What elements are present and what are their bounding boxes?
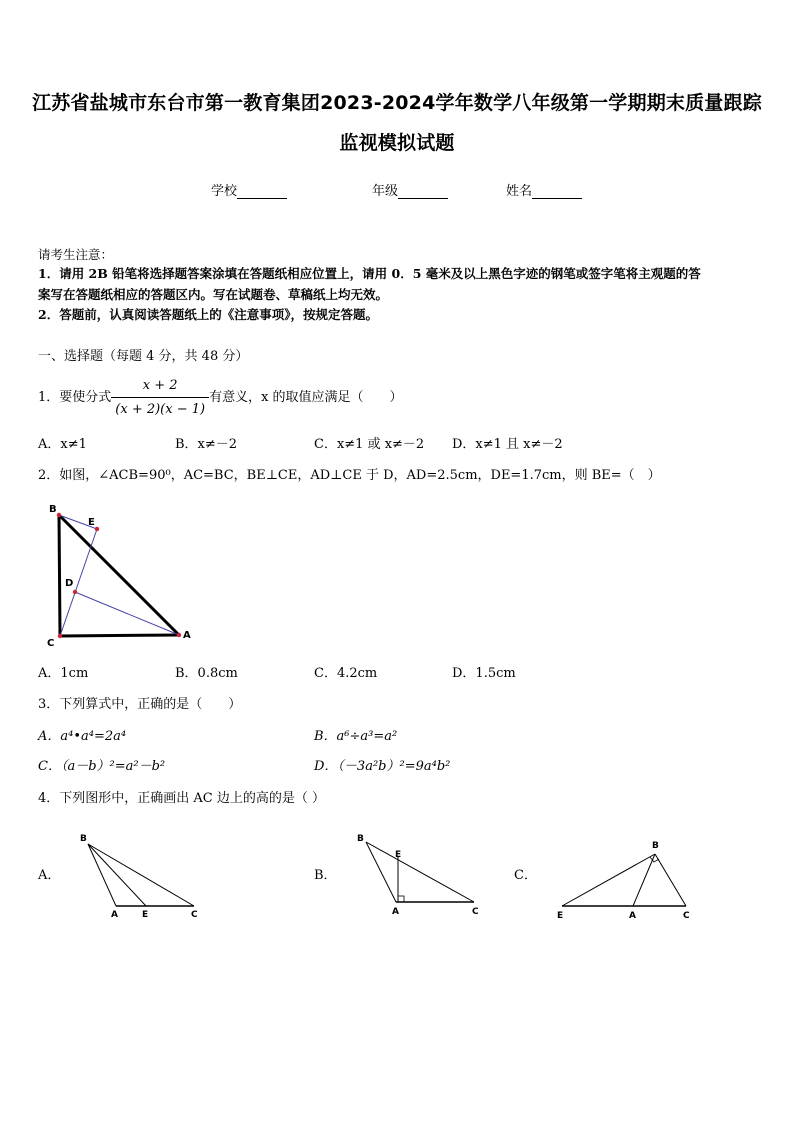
q4a-label-a: A xyxy=(111,910,118,920)
q4b-segment-bc xyxy=(366,842,474,902)
name-label: 姓名 xyxy=(506,184,533,199)
notice-item-2: 2．答题前，认真阅读答题纸上的《注意事项》，按规定答题。 xyxy=(38,307,378,322)
q4-option-c-label: C． xyxy=(514,868,537,883)
q4c-label-a: A xyxy=(629,911,636,921)
section-1-heading: 一、选择题（每题 4 分，共 48 分） xyxy=(38,349,249,364)
grade-field xyxy=(372,180,448,199)
school-blank xyxy=(237,184,287,199)
title-line-1: 江苏省盐城市东台市第一教育集团2023-2024学年数学八年级第一学期期末质量跟踪 xyxy=(32,92,762,114)
q4c-segment-eb xyxy=(562,854,655,906)
q3-option-b: B．a⁶÷a³=a² xyxy=(314,729,398,744)
q1-fraction xyxy=(111,376,209,420)
q4-figure-c xyxy=(552,834,702,926)
q4b-label-c: C xyxy=(472,907,479,917)
q2-option-a: A．1cm xyxy=(38,666,89,681)
q4c-label-b: B xyxy=(652,841,659,851)
q4c-label-e: E xyxy=(557,911,564,921)
q2-label-c: C xyxy=(47,638,55,648)
name-blank xyxy=(532,184,582,199)
q4a-segment-bc xyxy=(88,844,194,906)
title-line-2: 监视模拟试题 xyxy=(339,132,455,154)
q4a-segment-be xyxy=(88,844,146,906)
q3-option-d: D．（－3a²b）²=9a⁴b² xyxy=(314,759,451,774)
q4-figure-b xyxy=(352,826,492,920)
q4c-segment-ab xyxy=(633,854,655,906)
q4a-label-b: B xyxy=(80,834,87,844)
q2-point-e xyxy=(95,527,99,531)
q4c-label-c: C xyxy=(683,911,690,921)
q2-point-a xyxy=(177,633,181,637)
name-field xyxy=(506,180,582,199)
q4a-segment-ba xyxy=(88,844,116,906)
notice-item-1b: 案写在答题纸相应的答题区内。写在试题卷、草稿纸上均无效。 xyxy=(38,287,389,302)
q2-label-a: A xyxy=(183,630,191,641)
q2-segment-ba xyxy=(59,515,179,635)
q1-option-a: A．x≠1 xyxy=(38,437,87,452)
q1-option-c: C．x≠1 或 x≠－2 xyxy=(314,437,425,452)
q1-denominator: (x + 2)(x − 1) xyxy=(115,402,206,417)
q2-segment-ad xyxy=(75,592,179,635)
q2-figure xyxy=(40,498,200,648)
notice-item-1a: 1．请用 2B 铅笔将选择题答案涂填在答题纸相应位置上，请用 0．5 毫米及以上黑色字迹的钢笔或签字笔将主观题的答 xyxy=(38,266,701,281)
notice-heading: 请考生注意： xyxy=(38,247,114,262)
q2-label-d: D xyxy=(65,578,74,589)
q2-label-b: B xyxy=(49,504,57,515)
q4b-label-e: E xyxy=(395,850,402,860)
q2-stem: 2．如图，∠ACB=90⁰，AC=BC，BE⊥CE，AD⊥CE 于 D，AD=2.5cm，DE=1.7cm，则 BE=（ ） xyxy=(38,468,661,483)
q2-segment-ca xyxy=(60,635,179,636)
q4b-label-a: A xyxy=(392,907,399,917)
q4-stem: 4．下列图形中，正确画出 AC 边上的高的是（ ） xyxy=(38,791,326,806)
q2-point-d xyxy=(73,590,77,594)
grade-label: 年级 xyxy=(372,184,399,199)
q1-option-b: B．x≠－2 xyxy=(175,437,238,452)
q1-suffix: 有意义，x 的取值应满足（ ） xyxy=(209,390,403,405)
q4a-label-e: E xyxy=(142,910,149,920)
q2-point-b xyxy=(57,513,61,517)
q1-prefix: 1．要使分式 xyxy=(38,390,112,405)
q1-option-d: D．x≠1 且 x≠－2 xyxy=(452,437,563,452)
question-1 xyxy=(38,378,403,418)
q2-option-d: D．1.5cm xyxy=(452,666,516,681)
q2-label-e: E xyxy=(88,517,95,528)
school-field xyxy=(211,180,287,199)
school-label: 学校 xyxy=(211,184,238,199)
q4b-segment-ba xyxy=(366,842,396,902)
q2-point-c xyxy=(58,634,62,638)
q2-segment-bc xyxy=(59,515,60,636)
q4-figure-a xyxy=(76,828,206,920)
q3-option-c: C．（a－b）²=a²－b² xyxy=(38,759,166,774)
q4-option-a-label: A． xyxy=(38,868,61,883)
q4a-label-c: C xyxy=(191,910,198,920)
q4-option-b-label: B． xyxy=(314,868,337,883)
q2-option-b: B．0.8cm xyxy=(175,666,238,681)
grade-blank xyxy=(398,184,448,199)
q3-option-a: A．a⁴•a⁴=2a⁴ xyxy=(38,729,127,744)
q3-stem: 3．下列算式中，正确的是（ ） xyxy=(38,697,242,712)
q4b-label-b: B xyxy=(357,834,364,844)
q2-option-c: C．4.2cm xyxy=(314,666,378,681)
q4b-right-angle xyxy=(398,896,404,902)
q4c-segment-cb xyxy=(655,854,686,906)
q1-numerator: x + 2 xyxy=(111,376,209,398)
